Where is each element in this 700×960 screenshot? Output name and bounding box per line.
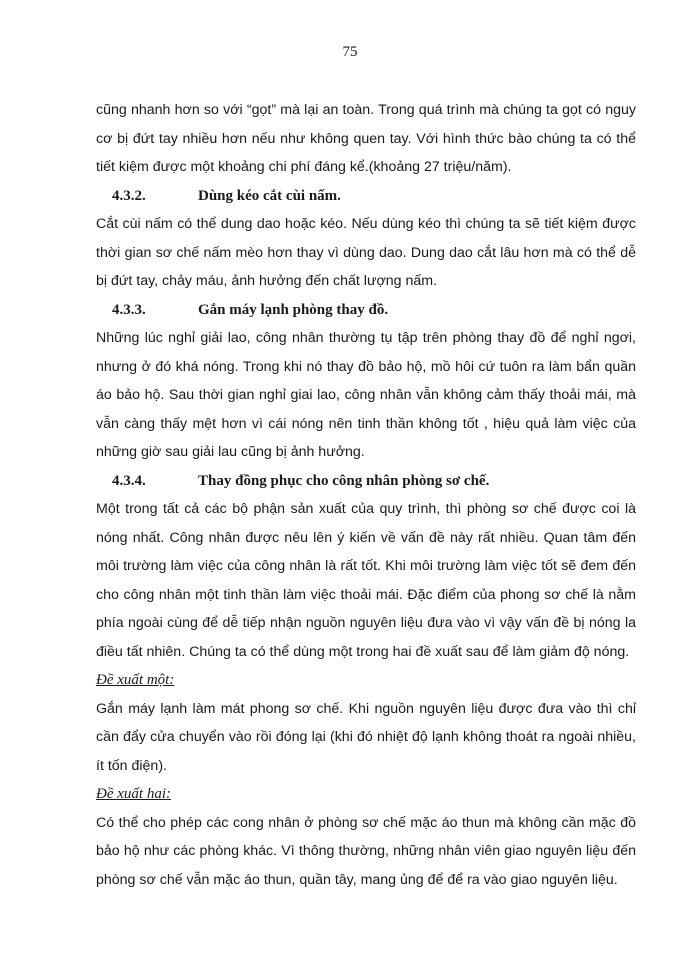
section-heading-4-3-2 xyxy=(96,182,636,211)
section-title: Thay đồng phục cho công nhân phòng sơ chế. xyxy=(198,472,490,489)
paragraph-intro: cũng nhanh hơn so với “gọt” mà lại an toàn. Trong quá trình mà chúng ta gọt có nguy cơ bị đứt tay nhiều hơn nếu như không quen tay. Với hình thức bào chúng ta có thể tiết kiệm được một khoảng chi phí đáng kể.(khoảng 27 triệu/năm). xyxy=(96,102,636,175)
section-number: 4.3.3. xyxy=(112,301,146,318)
paragraph-air-conditioner: Những lúc nghỉ giải lao, công nhân thường tụ tập trên phòng thay đồ để nghỉ ngơi, nhưng ở đó khá nóng. Trong khi nó thay đồ bảo hộ, mồ hôi cứ tuôn ra làm bẩn quần áo bảo hộ. Sau thời gian nghỉ giai lao, công nhân vẫn không cảm thấy thoải mái, mà vẫn càng thấy mệt hơn vì cái nóng nên tinh thần không tốt , hiệu quả làm việc của những giờ sau giải lau cũng bị ảnh hưởng. xyxy=(96,330,636,460)
page-number: 75 xyxy=(342,44,358,60)
section-title: Dùng kéo cắt cùi nấm. xyxy=(198,187,341,204)
paragraph-scissors: Cắt cùi nấm có thể dung dao hoặc kéo. Nếu dùng kéo thì chúng ta sẽ tiết kiệm được thời gian sơ chế nấm mèo hơn thay vì dùng dao. Dung dao cắt lâu hơn mà có thể dễ bị đứt tay, chảy máu, ảnh hưởng đến chất lượng nấm. xyxy=(96,216,636,289)
section-heading-4-3-3 xyxy=(96,296,636,325)
page-content xyxy=(96,96,636,894)
proposal-two-heading: Đề xuất hai: xyxy=(96,786,171,802)
section-number: 4.3.4. xyxy=(112,472,146,489)
section-title: Gắn máy lạnh phòng thay đồ. xyxy=(198,301,389,318)
paragraph-uniform: Một trong tất cả các bộ phận sản xuất của quy trình, thì phòng sơ chế được coi là nóng nhất. Công nhân được nêu lên ý kiến về vấn đề này rất nhiều. Quan tâm đến môi trường làm việc của công nhân là rất tốt. Khi môi trường làm việc tốt sẽ đem đến cho công nhân một tinh thần làm việc thoải mái. Đặc điểm của phong sơ chế là nằm phía ngoài cùng để dễ tiếp nhận nguồn nguyên liệu đưa vào vì vậy vấn đề bị nóng la điều tất nhiên. Chúng ta có thể dùng một trong hai đề xuất sau để làm giảm độ nóng. xyxy=(96,501,636,660)
paragraph-proposal-two: Có thể cho phép các cong nhân ở phòng sơ chế mặc áo thun mà không cần mặc đồ bảo hộ như các phòng khác. Vì thông thường, những nhân viên giao nguyên liệu đến phòng sơ chế vẫn mặc áo thun, quần tây, mang ủng để để ra vào giao nguyên liệu. xyxy=(96,814,636,888)
section-heading-4-3-4 xyxy=(96,467,636,496)
proposal-one-heading: Đề xuất một: xyxy=(96,672,175,688)
section-number: 4.3.2. xyxy=(112,187,146,204)
paragraph-proposal-one: Gắn máy lạnh làm mát phong sơ chế. Khi nguồn nguyên liệu được đưa vào thì chỉ cần đẩy cửa chuyển vào rồi đóng lại (khi đó nhiệt độ lạnh không thoát ra ngoài nhiều, ít tốn điện). xyxy=(96,700,636,774)
